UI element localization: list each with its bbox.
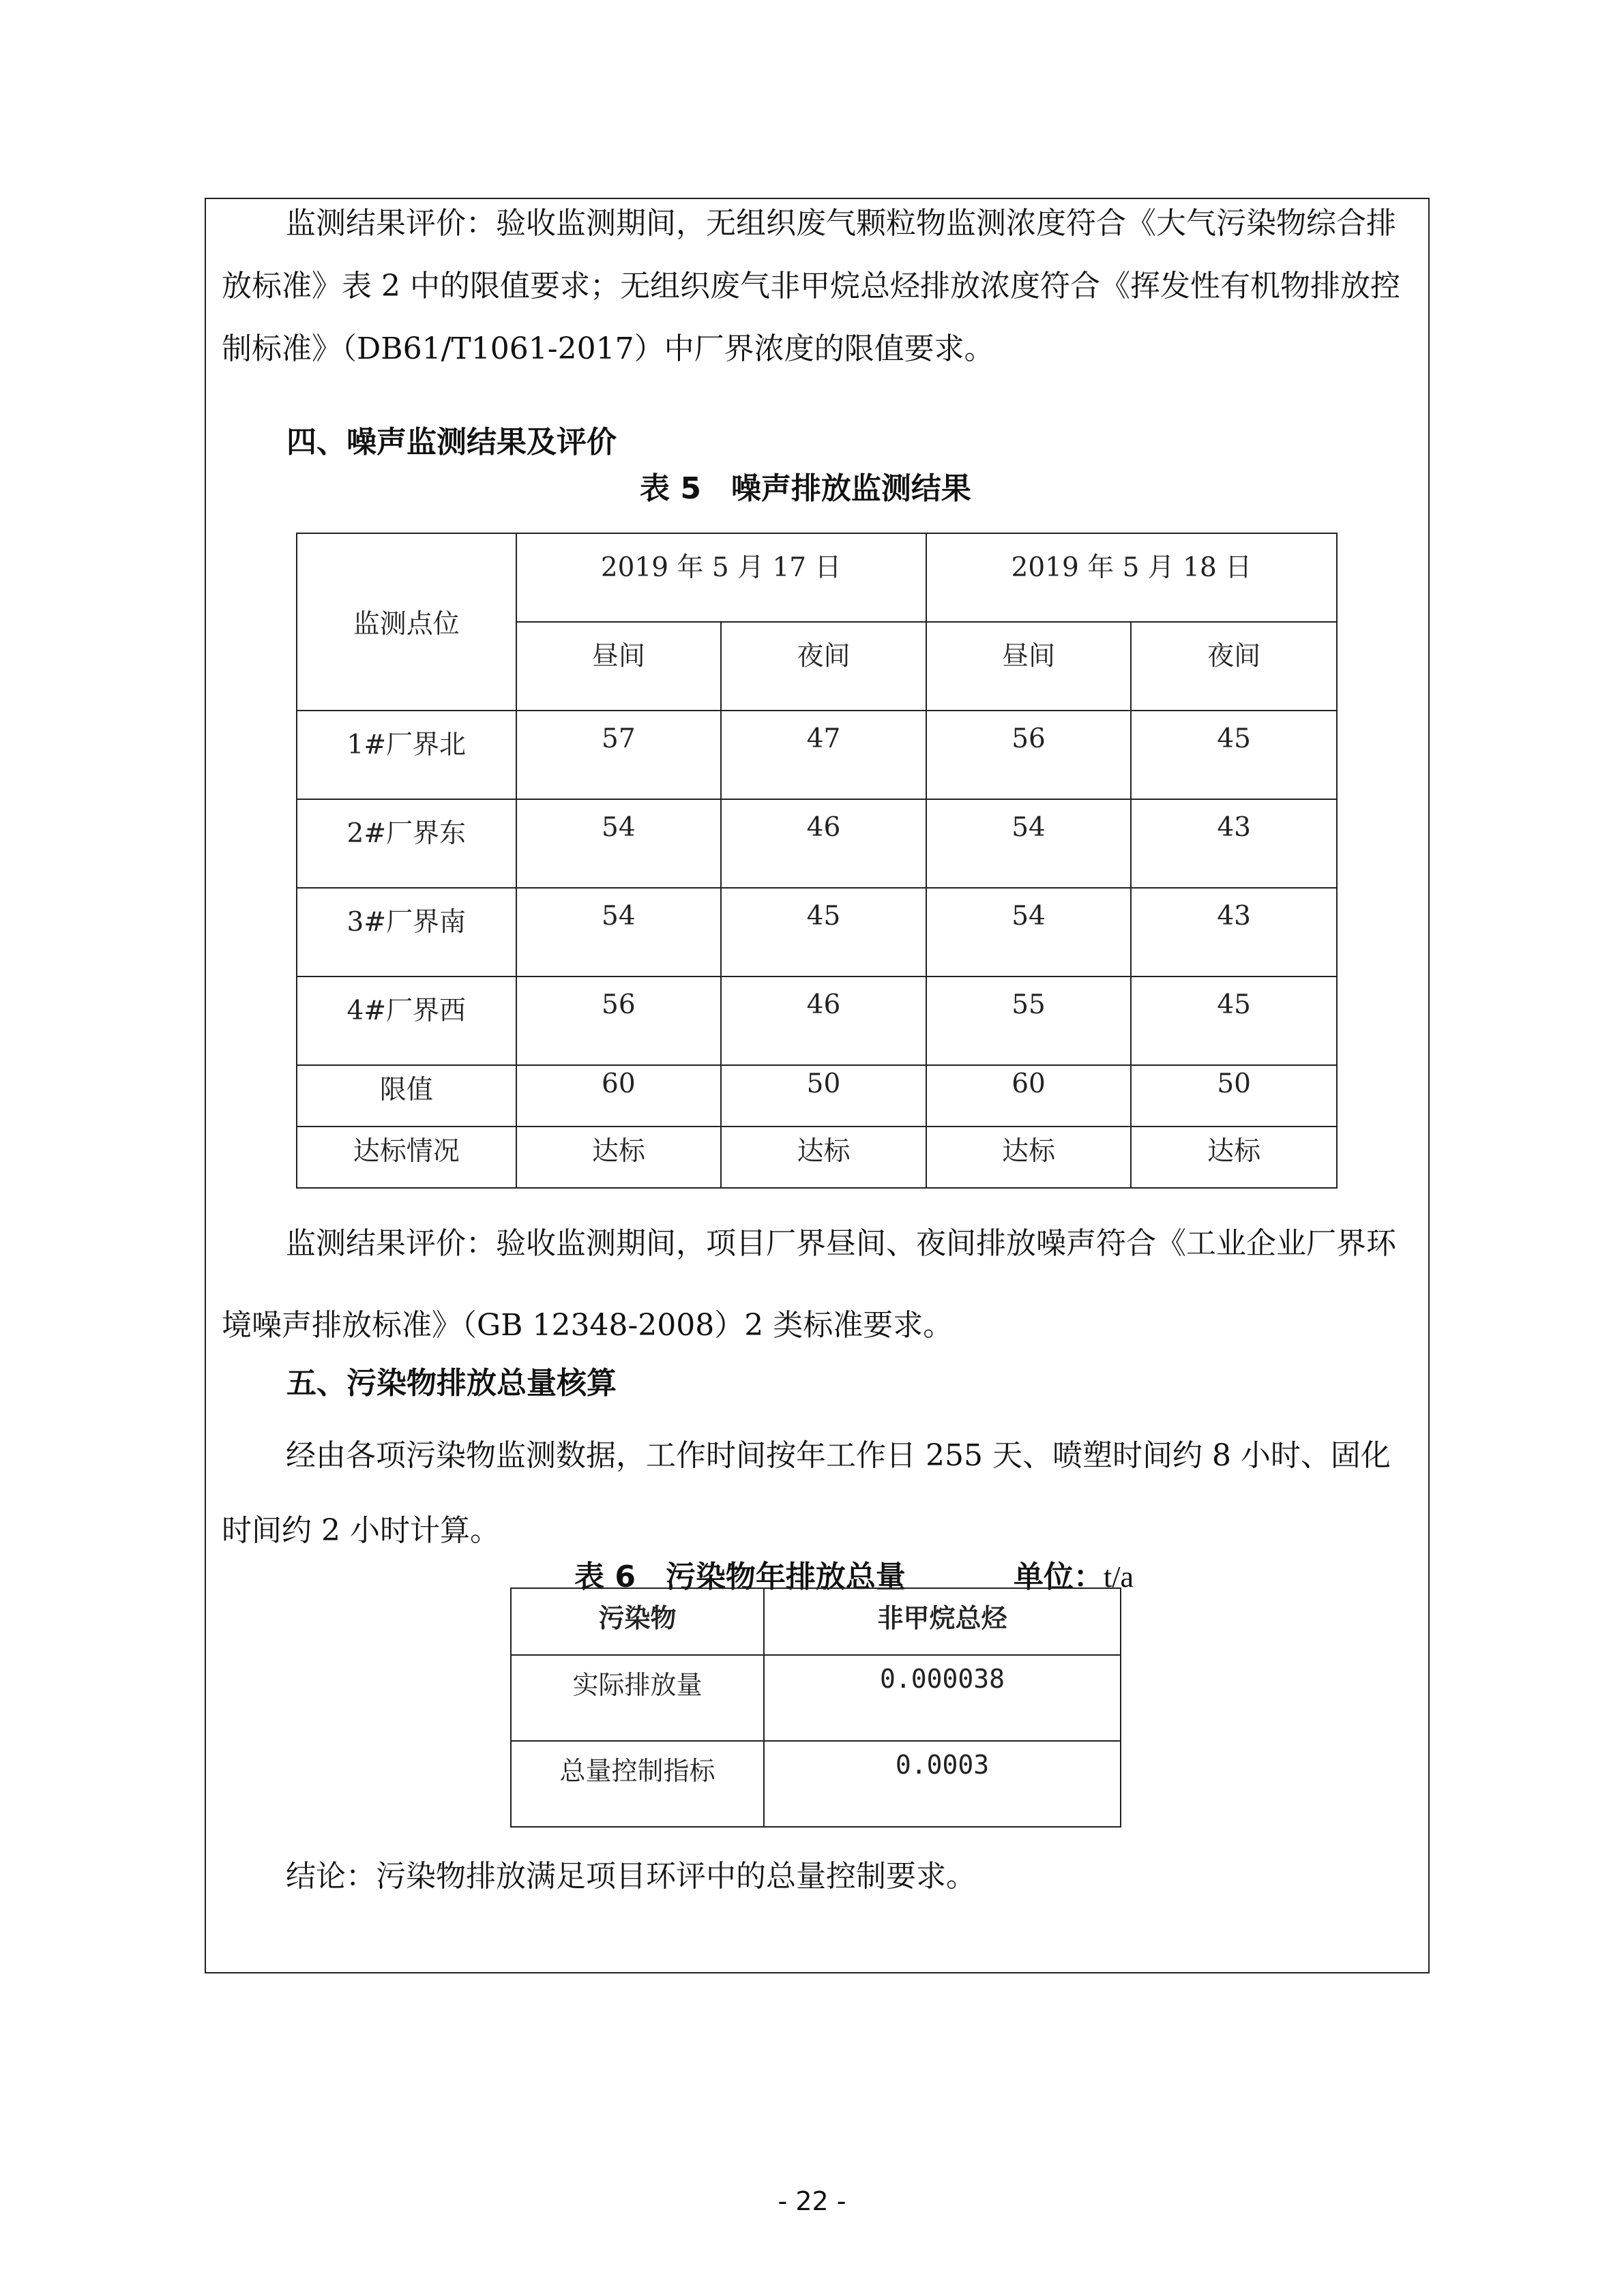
value-cell: 46 — [721, 799, 926, 888]
value-cell: 达标 — [1131, 1127, 1337, 1188]
section4-heading: 四、噪声监测结果及评价 — [286, 425, 617, 460]
conclusion-text: 结论：污染物排放满足项目环评中的总量控制要求。 — [286, 1859, 976, 1894]
table-header-row — [297, 533, 1337, 622]
section4-evaluation-text: 监测结果评价：验收监测期间，项目厂界昼间、夜间排放噪声符合《工业企业厂界环境噪声排放标准》（GB 12348-2008）2 类标准要求。 — [222, 1226, 1396, 1343]
site-cell: 达标情况 — [297, 1127, 516, 1188]
nighttime-header: 夜间 — [1131, 622, 1337, 711]
value-cell: 达标 — [516, 1127, 722, 1188]
table-row — [511, 1741, 1121, 1827]
unit-value: t/a — [1104, 1560, 1134, 1594]
table-row — [297, 888, 1337, 976]
value-cell: 55 — [926, 976, 1132, 1065]
pollutant-header: 污染物 — [511, 1588, 764, 1655]
value-cell: 50 — [1131, 1065, 1337, 1127]
site-cell: 1#厂界北 — [297, 711, 516, 799]
table-row — [297, 976, 1337, 1065]
value-cell: 47 — [721, 711, 926, 799]
monitoring-site-header: 监测点位 — [297, 533, 516, 711]
value-cell: 60 — [926, 1065, 1132, 1127]
value-cell: 56 — [516, 976, 722, 1065]
nighttime-header: 夜间 — [721, 622, 926, 711]
actual-emission-label: 实际排放量 — [511, 1655, 764, 1741]
limit-row — [297, 1065, 1337, 1127]
site-cell: 4#厂界西 — [297, 976, 516, 1065]
site-cell: 2#厂界东 — [297, 799, 516, 888]
total-control-label: 总量控制指标 — [511, 1741, 764, 1827]
value-cell: 54 — [926, 888, 1132, 976]
noise-monitoring-table — [296, 533, 1338, 1189]
site-cell: 3#厂界南 — [297, 888, 516, 976]
section5-heading: 五、污染物排放总量核算 — [286, 1366, 617, 1401]
table-row — [297, 711, 1337, 799]
value-cell: 54 — [516, 799, 722, 888]
table-row — [511, 1655, 1121, 1741]
total-control-value: 0.0003 — [764, 1741, 1121, 1827]
compliance-row — [297, 1127, 1337, 1188]
nmhc-header: 非甲烷总烃 — [764, 1588, 1121, 1655]
value-cell: 达标 — [926, 1127, 1132, 1188]
value-cell: 56 — [926, 711, 1132, 799]
section3-evaluation-text: 监测结果评价：验收监测期间，无组织废气颗粒物监测浓度符合《大气污染物综合排放标准》表 2 中的限值要求；无组织废气非甲烷总烃排放浓度符合《挥发性有机物排放控制标准》（DB61/T1061-2017）中厂界浓度的限值要求。 — [222, 206, 1400, 366]
section5-body-text: 经由各项污染物监测数据，工作时间按年工作日 255 天、喷塑时间约 8 小时、固化时间约 2 小时计算。 — [222, 1438, 1391, 1548]
pollutant-emission-table — [510, 1587, 1121, 1828]
value-cell: 43 — [1131, 799, 1337, 888]
site-cell: 限值 — [297, 1065, 516, 1127]
table-header-row — [511, 1588, 1121, 1655]
value-cell: 60 — [516, 1065, 722, 1127]
daytime-header: 昼间 — [516, 622, 722, 711]
date-header-2: 2019 年 5 月 18 日 — [926, 533, 1337, 622]
value-cell: 57 — [516, 711, 722, 799]
value-cell: 54 — [926, 799, 1132, 888]
value-cell: 45 — [721, 888, 926, 976]
table-row — [297, 799, 1337, 888]
value-cell: 45 — [1131, 711, 1337, 799]
value-cell: 54 — [516, 888, 722, 976]
value-cell: 43 — [1131, 888, 1337, 976]
actual-emission-value: 0.000038 — [764, 1655, 1121, 1741]
value-cell: 46 — [721, 976, 926, 1065]
table6-caption: 表 6 污染物年排放总量 — [574, 1560, 906, 1594]
value-cell: 45 — [1131, 976, 1337, 1065]
value-cell: 50 — [721, 1065, 926, 1127]
table5-caption: 表 5 噪声排放监测结果 — [640, 471, 971, 506]
daytime-header: 昼间 — [926, 622, 1132, 711]
page-number: - 22 - — [778, 2186, 846, 2216]
value-cell: 达标 — [721, 1127, 926, 1188]
unit-label: 单位： — [1014, 1560, 1104, 1594]
date-header-1: 2019 年 5 月 17 日 — [516, 533, 926, 622]
